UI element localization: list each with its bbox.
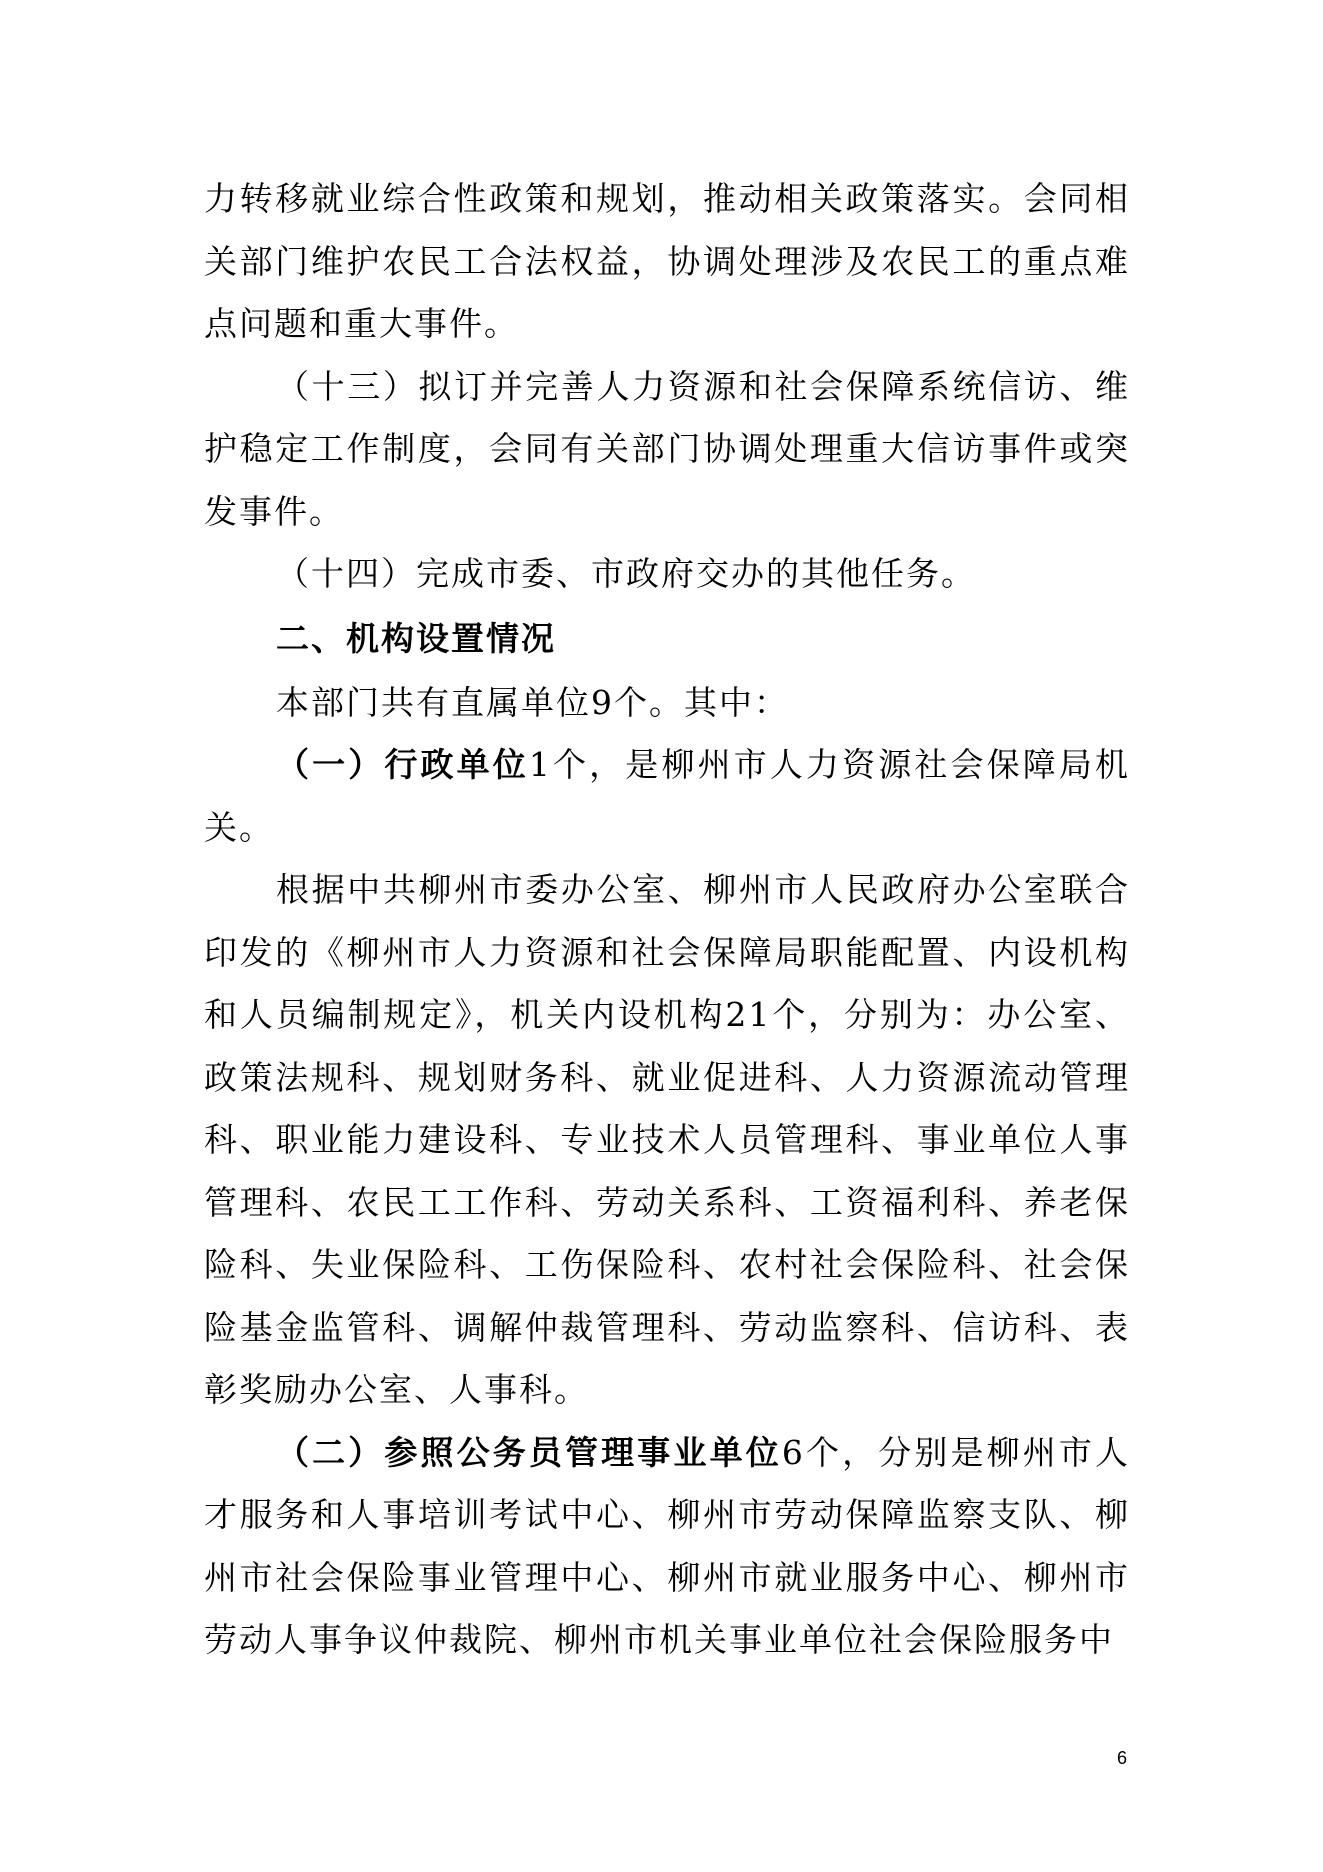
section-heading: 二、机构设置情况 (276, 618, 556, 658)
paragraph-item-13: （十三）拟订并完善人力资源和社会保障系统信访、维护稳定工作制度，会同有关部门协调处理重大信访事件或突发事件。 (204, 366, 1130, 531)
paragraph-item-14: （十四）完成市委、市政府交办的其他任务。 (276, 554, 976, 593)
public-institution-label: （二）参照公务员管理事业单位 (276, 1432, 782, 1472)
public-institution-text: 6个，分别是柳州市人才服务和人事培训考试中心、柳州市劳动保障监察支队、柳州市社会保险事业管理中心、柳州市就业服务中心、柳州市劳动人事争议仲裁院、柳州市机关事业单位社会保险服务中 (204, 1432, 1130, 1659)
paragraph-continued: 力转移就业综合性政策和规划，推动相关政策落实。会同相关部门维护农民工合法权益，协调处理涉及农民工的重点难点问题和重大事件。 (204, 179, 1130, 343)
page-number: 6 (1116, 1748, 1127, 1768)
document-body (204, 168, 1130, 1672)
paragraph-internal-structure: 根据中共柳州市委办公室、柳州市人民政府办公室联合印发的《柳州市人力资源和社会保障局职能配置、内设机构和人员编制规定》，机关内设机构21个，分别为：办公室、政策法规科、规划财务科、就业促进科、人力资源流动管理科、职业能力建设科、专业技术人员管理科、事业单位人事管理科、农民工工作科、劳动关系科、工资福利科、养老保险科、失业保险科、工伤保险科、农村社会保险科、社会保险基金监管科、调解仲裁管理科、劳动监察科、信访科、表彰奖励办公室、人事科。 (204, 870, 1130, 1409)
admin-unit-text: 1个，是柳州市人力资源社会保障局机关。 (204, 745, 1131, 847)
admin-unit-label: （一）行政单位 (276, 745, 529, 784)
paragraph-public-institutions (204, 1422, 1130, 1672)
paragraph-unit-count: 本部门共有直属单位9个。其中： (276, 682, 789, 722)
paragraph-admin-unit (204, 734, 1130, 859)
